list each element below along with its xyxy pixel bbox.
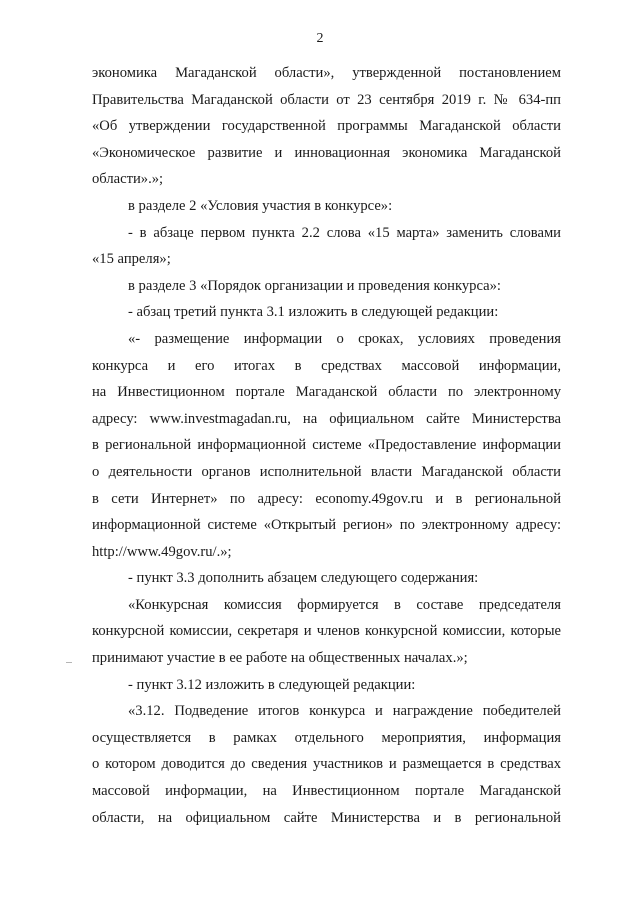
text-line: в сети Интернет» по адресу: economy.49gov.ru и в региональной [92,490,561,507]
text-line: в разделе 3 «Порядок организации и проведения конкурса»: [128,277,501,294]
text-line: принимают участие в ее работе на общественных началах.»; [92,650,468,667]
text-line: информационной системе «Открытый регион» по электронному адресу: [92,517,561,534]
text-line: «- размещение информации о сроках, условиях проведения [128,330,561,347]
text-line: в региональной информационной системе «Предоставление информации [92,437,561,454]
document-body [92,63,561,834]
text-line: «Конкурсная комиссия формируется в составе председателя [128,596,561,613]
text-line: Правительства Магаданской области от 23 сентября 2019 г. № 634-пп [92,91,561,108]
text-line: - абзац третий пункта 3.1 изложить в следующей редакции: [128,304,499,321]
text-line: на Инвестиционном портале Магаданской области по электронному [92,384,561,401]
page-number: 2 [316,31,324,46]
text-line: конкурсной комиссии, секретаря и членов конкурсной комиссии, которые [92,623,561,640]
text-line: области».»; [92,171,164,188]
text-line: о деятельности органов исполнительной власти Магаданской области [92,463,561,480]
text-line: «Об утверждении государственной программы Магаданской области [92,118,561,135]
text-line: http://www.49gov.ru/.»; [92,543,232,560]
scan-margin-mark [66,662,72,663]
text-line: осуществляется в рамках отдельного мероприятия, информация [92,729,561,746]
text-line: - пункт 3.3 дополнить абзацем следующего содержания: [128,570,479,587]
text-line: - пункт 3.12 изложить в следующей редакции: [128,676,416,693]
text-line: - в абзаце первом пункта 2.2 слова «15 марта» заменить словами [128,224,561,241]
text-line: конкурса и его итогах в средствах массовой информации, [92,357,561,374]
text-line: массовой информации, на Инвестиционном портале Магаданской [92,783,561,800]
text-line: о котором доводится до сведения участников и размещается в средствах [92,756,561,773]
text-line: «15 апреля»; [92,251,171,268]
text-line: «3.12. Подведение итогов конкурса и награждение победителей [128,703,561,720]
text-line: области, на официальном сайте Министерства и в региональной [92,809,561,826]
text-line: в разделе 2 «Условия участия в конкурсе»: [128,197,393,214]
text-line: экономика Магаданской области», утвержденной постановлением [92,65,561,81]
text-line: адресу: www.investmagadan.ru, на официальном сайте Министерства [92,410,561,427]
text-line: «Экономическое развитие и инновационная экономика Магаданской [92,144,561,161]
